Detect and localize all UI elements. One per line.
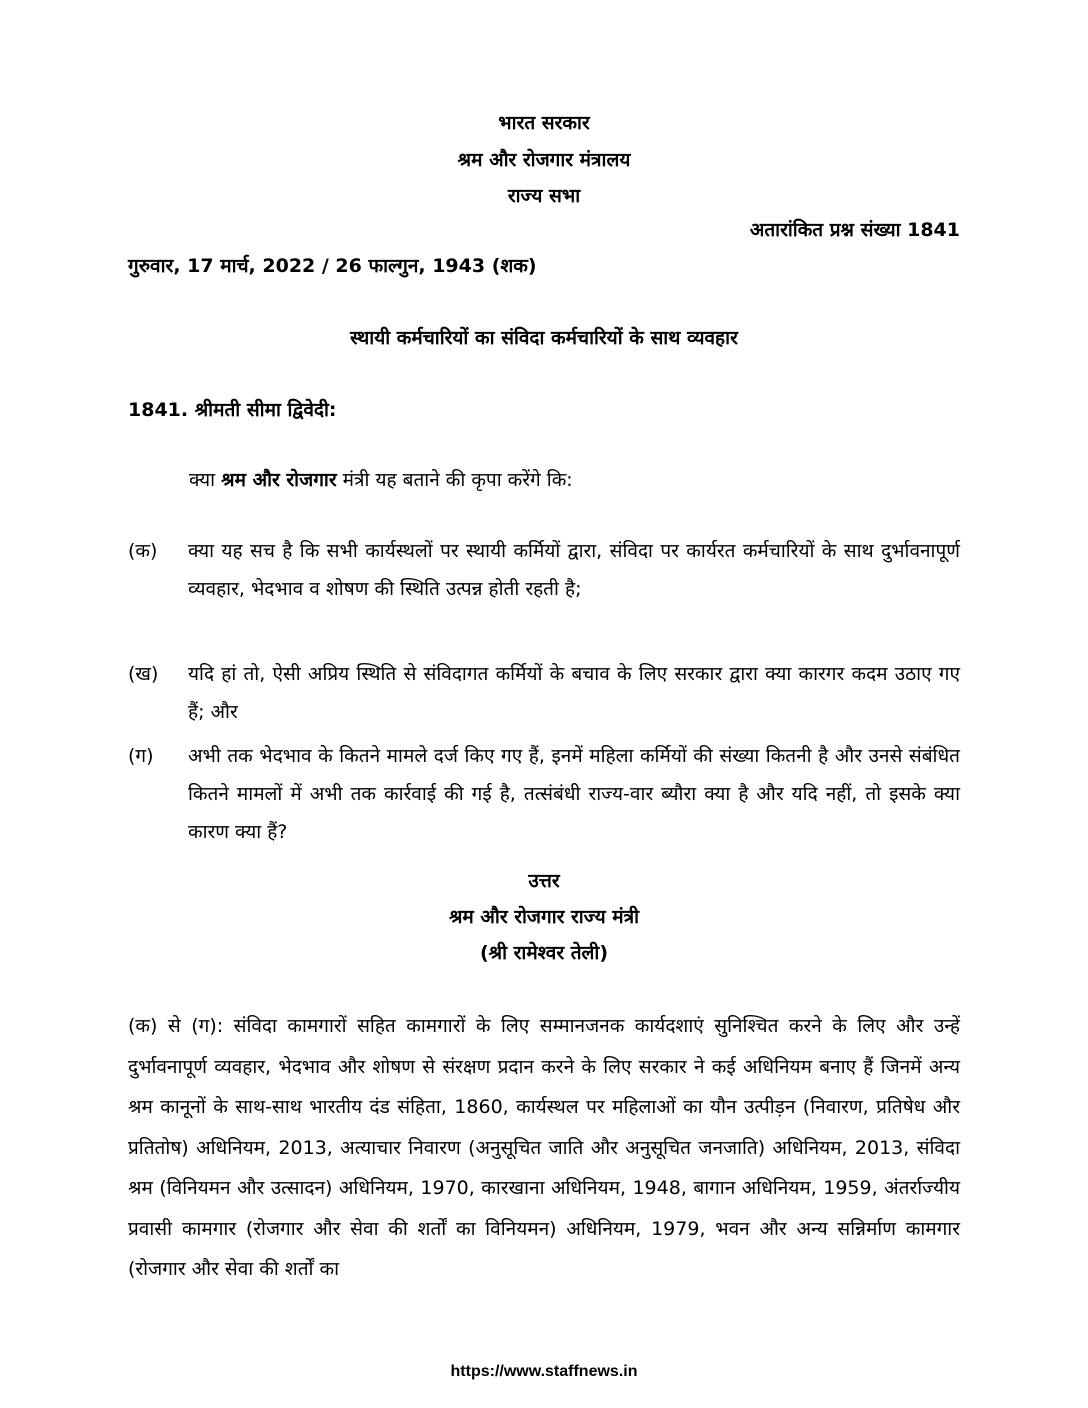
- question-number-label: अतारांकित प्रश्न संख्या 1841: [749, 219, 960, 241]
- header-ministry: श्रम और रोजगार मंत्रालय: [457, 149, 631, 171]
- subject-title: स्थायी कर्मचारियों का संविदा कर्मचारियों के साथ व्यवहार: [350, 327, 738, 349]
- asker-name: 1841. श्रीमती सीमा द्विवेदी:: [128, 399, 337, 421]
- intro-suffix: मंत्री यह बताने की कृपा करेंगे कि:: [336, 469, 573, 491]
- date-line: गुरुवार, 17 मार्च, 2022 / 26 फाल्गुन, 1943 (शक): [128, 255, 537, 277]
- question-intro: [189, 467, 573, 493]
- answer-text: (क) से (ग): संविदा कामगारों सहित कामगारों के लिए सम्मानजनक कार्यदशाएं सुनिश्चित करने के लिए और उन्हें दुर्भावनापूर्ण व्यवहार, भेदभाव और शोषण से संरक्षण प्रदान करने के लिए सरकार ने कई अधिनियम बनाए हैं जिनमें अन्य श्रम कानूनों के साथ-साथ भारतीय दंड संहिता, 1860, कार्यस्थल पर महिलाओं का यौन उत्पीड़न (निवारण, प्रतिषेध और प्रतितोष) अधिनियम, 2013, अत्याचार निवारण (अनुसूचित जाति और अनुसूचित जनजाति) अधिनियम, 2013, संविदा श्रम (विनियमन और उत्सादन) अधिनियम, 1970, कारखाना अधिनियम, 1948, बागान अधिनियम, 1959, अंतर्राज्यीय प्रवासी कामगार (रोजगार और सेवा की शर्तों का विनियमन) अधिनियम, 1979, भवन और अन्य सन्निर्माण कामगार (रोजगार और सेवा की शर्तों का: [128, 1015, 960, 1280]
- intro-bold: श्रम और रोजगार: [221, 469, 337, 491]
- header-house: राज्य सभा: [507, 185, 581, 207]
- question-text: क्या यह सच है कि सभी कार्यस्थलों पर स्थायी कर्मियों द्वारा, संविदा पर कार्यरत कर्मचारियों के साथ दुर्भावनापूर्ण व्यवहार, भेदभाव व शोषण की स्थिति उत्पन्न होती रहती है;: [188, 540, 960, 600]
- question-text: अभी तक भेदभाव के कितने मामले दर्ज किए गए हैं, इनमें महिला कर्मियों की संख्या कितनी है और उनसे संबंधित कितने मामलों में अभी तक कार्रवाई की गई है, तत्संबंधी राज्य-वार ब्यौरा क्या है और यदि नहीं, तो इसके क्या कारण क्या हैं?: [188, 745, 960, 843]
- question-label: (ग): [128, 745, 154, 767]
- answer-title: उत्तर: [528, 870, 560, 892]
- intro-prefix: क्या: [189, 469, 222, 491]
- header-government: भारत सरकार: [498, 112, 590, 134]
- question-label: (ख): [128, 663, 159, 685]
- question-label: (क): [128, 540, 158, 562]
- minister-name: (श्री रामेश्वर तेली): [479, 942, 609, 964]
- footer-url: https://www.staffnews.in: [450, 1363, 638, 1380]
- minister-post: श्रम और रोजगार राज्य मंत्री: [448, 906, 639, 928]
- question-text: यदि हां तो, ऐसी अप्रिय स्थिति से संविदागत कर्मियों के बचाव के लिए सरकार द्वारा क्या कारगर कदम उठाए गए हैं; और: [188, 663, 960, 723]
